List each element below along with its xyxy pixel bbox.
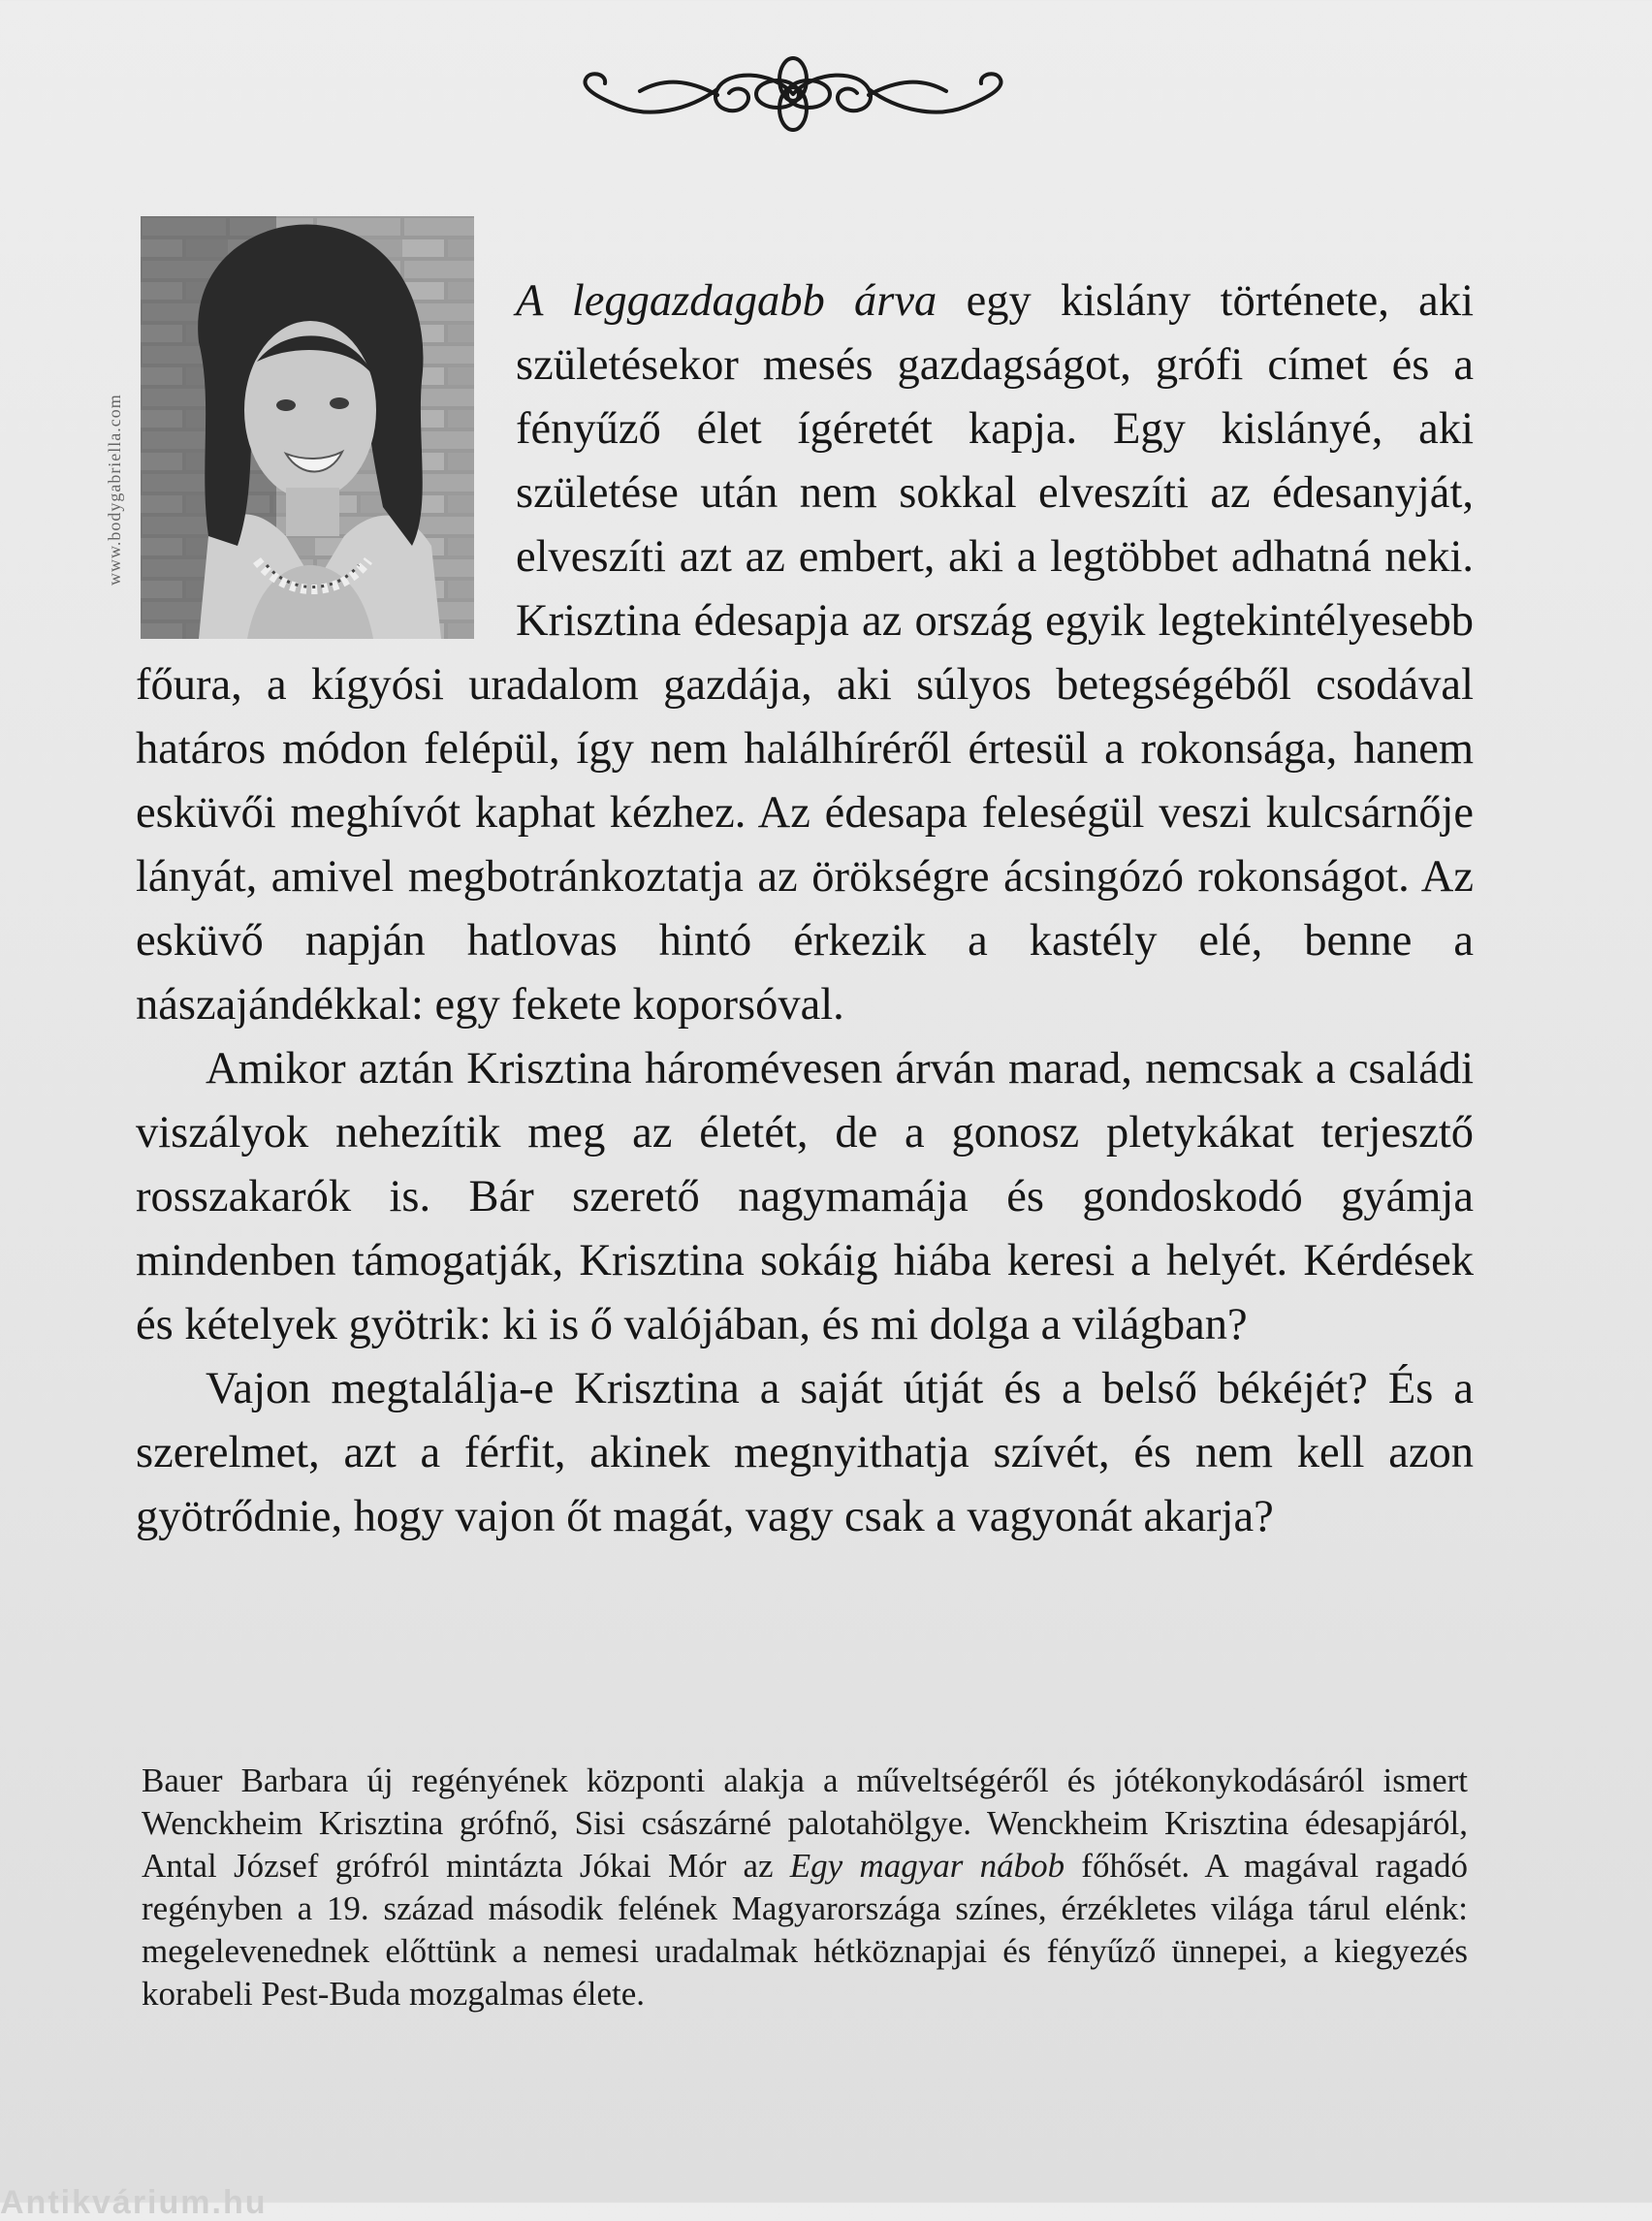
flourish-ornament-icon [572,50,1014,138]
paragraph-2: Amikor aztán Krisztina háromévesen árván marad, nemcsak a családi viszályok nehezítik meg az életét, de a gonosz pletykákat terjesztő rosszakarók is. Bár szerető nagymamája és gondoskodó gyámja mindenben támogatják, Krisztina sokáig hiába keresi a helyét. Kérdések és kételyek gyötrik: ki is ő valójában, és mi dolga a világban? [136,1044,1474,1349]
paragraph-3: Vajon megtalálja-e Krisztina a saját útját és a belső békéjét? És a szerelmet, azt a férfit, akinek megnyithatja szívét, és nem kell azon gyötrődnie, hogy vajon őt magát, vagy csak a vagyonát akarja? [136,1364,1474,1541]
blurb-text-part-1: Bauer Barbara új regényének központi alakja a műveltségéről és jótékonykodásáról ismert Wenckheim Krisztina grófnő, Sisi császárné palotahölgye. Wenckheim Krisztina édesapjáról, Antal József grófról mintázta Jókai Mór az [142,1761,1468,1885]
publisher-blurb [142,1760,1468,2015]
referenced-novel-title: Egy magyar nábob [789,1847,1065,1885]
footer-watermark: Antikvárium.hu [0,2184,268,2221]
photo-credit: www.bodygabriella.com [105,394,124,586]
book-title: A leggazdagabb árva [516,276,937,326]
photo-wrap-spacer [136,270,516,634]
description-text [136,270,1474,1549]
blurb-paragraph [142,1760,1468,2015]
blurb-text-part-2: főhősét. A magával ragadó regényben a 19. század második felének Magyarországa színes, érzékletes világa tárul elénk: megelevenednek előttünk a nemesi uradalmak hétköznapjai és fényűző ünnepei, a kiegyezés korabeli Pest-Buda mozgalmas élete. [142,1847,1468,2013]
intro-paragraph-text: egy kislány története, aki születésekor mesés gazdagságot, grófi címet és a fényűző élet ígéretét kapja. Egy kislányé, aki születése után nem sokkal elveszíti az édesanyját, elveszíti azt az embert, aki a legtöbbet adhatná neki. Krisztina édesapja az ország egyik legtekintélyesebb főura, a kígyósi uradalom gazdája, aki súlyos betegségéből csodával határos módon felépül, így nem halálhíréről értesül a rokonsága, hanem esküvői meghívót kaphat kézhez. Az édesapa feleségül veszi kulcsárnője lányát, amivel megbotránkoztatja az örökségre ácsingózó rokonságot. Az esküvő napján hatlovas hintó érkezik a kastély elé, benne a nászajándékkal: egy fekete koporsóval. [136,276,1474,1030]
